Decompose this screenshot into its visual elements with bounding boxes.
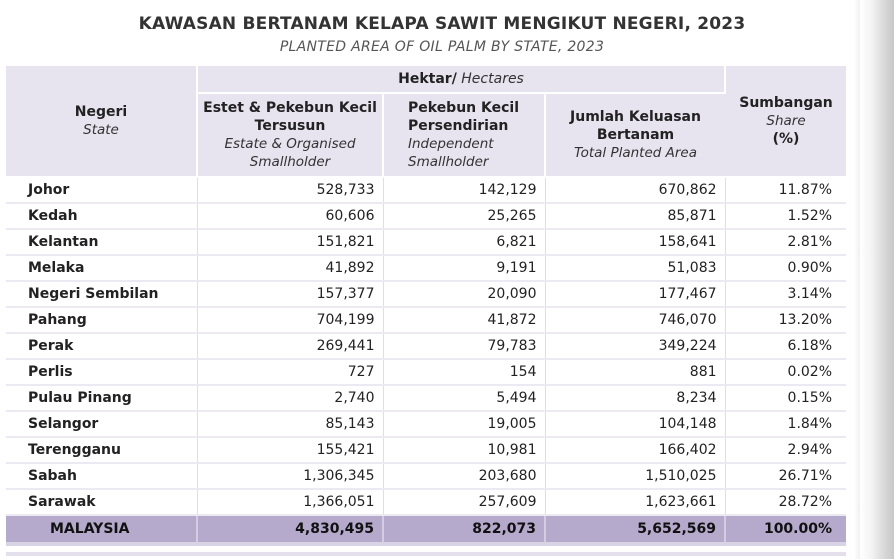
table-row xyxy=(6,333,846,359)
total-cell: 51,083 xyxy=(545,255,725,281)
share-cell: 2.81% xyxy=(725,229,846,255)
header-total xyxy=(545,93,725,177)
total-cell: 8,234 xyxy=(545,385,725,411)
total-cell: 1,623,661 xyxy=(545,489,725,515)
independent-cell: 6,821 xyxy=(383,229,545,255)
header-independent-en: Independent Smallholder xyxy=(408,136,494,170)
estate-cell: 157,377 xyxy=(197,281,383,307)
state-cell: Perlis xyxy=(6,359,197,385)
total-cell: 349,224 xyxy=(545,333,725,359)
independent-cell: 10,981 xyxy=(383,437,545,463)
share-cell: 1.84% xyxy=(725,411,846,437)
table-row xyxy=(6,411,846,437)
estate-cell: 155,421 xyxy=(197,437,383,463)
header-share xyxy=(725,66,846,177)
share-cell: 0.90% xyxy=(725,255,846,281)
header-hectares xyxy=(197,66,725,93)
independent-cell: 154 xyxy=(383,359,545,385)
state-cell: Negeri Sembilan xyxy=(6,281,197,307)
table-title: KAWASAN BERTANAM KELAPA SAWIT MENGIKUT NEGERI, 2023 xyxy=(138,14,746,34)
total-cell: 670,862 xyxy=(545,177,725,203)
independent-cell: 41,872 xyxy=(383,307,545,333)
header-hectares-ms: Hektar/ xyxy=(398,71,457,87)
independent-cell: 79,783 xyxy=(383,333,545,359)
estate-cell: 1,306,345 xyxy=(197,463,383,489)
state-cell: Perak xyxy=(6,333,197,359)
total-label: MALAYSIA xyxy=(6,515,197,544)
table-row xyxy=(6,255,846,281)
header-state-ms: Negeri xyxy=(74,104,128,120)
state-cell: Sarawak xyxy=(6,489,197,515)
bottom-rule xyxy=(6,552,846,556)
header-share-ms: Sumbangan xyxy=(739,95,833,111)
table-row xyxy=(6,177,846,203)
state-cell: Pahang xyxy=(6,307,197,333)
header-hectares-en: Hectares xyxy=(461,71,524,87)
header-state xyxy=(6,66,197,177)
estate-cell: 2,740 xyxy=(197,385,383,411)
header-independent-ms: Pekebun Kecil Persendirian xyxy=(408,100,520,134)
page-edge-curl xyxy=(860,0,894,559)
independent-cell: 203,680 xyxy=(383,463,545,489)
table-row xyxy=(6,203,846,229)
total-share: 100.00% xyxy=(725,515,846,544)
total-estate: 4,830,495 xyxy=(197,515,383,544)
header-independent xyxy=(383,93,545,177)
estate-cell: 1,366,051 xyxy=(197,489,383,515)
table-row xyxy=(6,437,846,463)
share-cell: 0.15% xyxy=(725,385,846,411)
state-cell: Kelantan xyxy=(6,229,197,255)
estate-cell: 41,892 xyxy=(197,255,383,281)
table-row xyxy=(6,229,846,255)
state-cell: Selangor xyxy=(6,411,197,437)
table-row xyxy=(6,489,846,515)
independent-cell: 257,609 xyxy=(383,489,545,515)
header-share-en: Share xyxy=(766,113,806,129)
share-cell: 28.72% xyxy=(725,489,846,515)
independent-cell: 25,265 xyxy=(383,203,545,229)
share-cell: 0.02% xyxy=(725,359,846,385)
total-cell: 85,871 xyxy=(545,203,725,229)
header-total-ms: Jumlah Keluasan Bertanam xyxy=(570,109,701,143)
table-row xyxy=(6,307,846,333)
independent-cell: 142,129 xyxy=(383,177,545,203)
total-cell: 1,510,025 xyxy=(545,463,725,489)
header-state-en: State xyxy=(83,122,119,138)
estate-cell: 704,199 xyxy=(197,307,383,333)
table-row xyxy=(6,463,846,489)
share-cell: 11.87% xyxy=(725,177,846,203)
planted-area-table xyxy=(6,66,846,546)
total-cell: 158,641 xyxy=(545,229,725,255)
total-cell: 881 xyxy=(545,359,725,385)
total-cell: 104,148 xyxy=(545,411,725,437)
share-cell: 13.20% xyxy=(725,307,846,333)
total-cell: 177,467 xyxy=(545,281,725,307)
state-cell: Pulau Pinang xyxy=(6,385,197,411)
total-planted: 5,652,569 xyxy=(545,515,725,544)
total-row xyxy=(6,515,846,544)
total-cell: 166,402 xyxy=(545,437,725,463)
state-cell: Terengganu xyxy=(6,437,197,463)
table-subtitle: PLANTED AREA OF OIL PALM BY STATE, 2023 xyxy=(279,39,605,55)
share-cell: 6.18% xyxy=(725,333,846,359)
table-row xyxy=(6,281,846,307)
header-estate-en: Estate & Organised Smallholder xyxy=(224,136,356,170)
table-row xyxy=(6,385,846,411)
state-cell: Johor xyxy=(6,177,197,203)
table-row xyxy=(6,359,846,385)
share-cell: 1.52% xyxy=(725,203,846,229)
independent-cell: 9,191 xyxy=(383,255,545,281)
state-cell: Sabah xyxy=(6,463,197,489)
estate-cell: 151,821 xyxy=(197,229,383,255)
share-cell: 3.14% xyxy=(725,281,846,307)
estate-cell: 269,441 xyxy=(197,333,383,359)
independent-cell: 20,090 xyxy=(383,281,545,307)
share-cell: 26.71% xyxy=(725,463,846,489)
header-estate-ms: Estet & Pekebun Kecil Tersusun xyxy=(203,100,377,134)
independent-cell: 5,494 xyxy=(383,385,545,411)
table-body xyxy=(6,177,846,515)
share-cell: 2.94% xyxy=(725,437,846,463)
estate-cell: 85,143 xyxy=(197,411,383,437)
estate-cell: 727 xyxy=(197,359,383,385)
state-cell: Kedah xyxy=(6,203,197,229)
header-total-en: Total Planted Area xyxy=(574,145,697,161)
estate-cell: 528,733 xyxy=(197,177,383,203)
total-independent: 822,073 xyxy=(383,515,545,544)
state-cell: Melaka xyxy=(6,255,197,281)
estate-cell: 60,606 xyxy=(197,203,383,229)
independent-cell: 19,005 xyxy=(383,411,545,437)
total-cell: 746,070 xyxy=(545,307,725,333)
header-share-unit: (%) xyxy=(772,131,800,147)
header-estate xyxy=(197,93,383,177)
